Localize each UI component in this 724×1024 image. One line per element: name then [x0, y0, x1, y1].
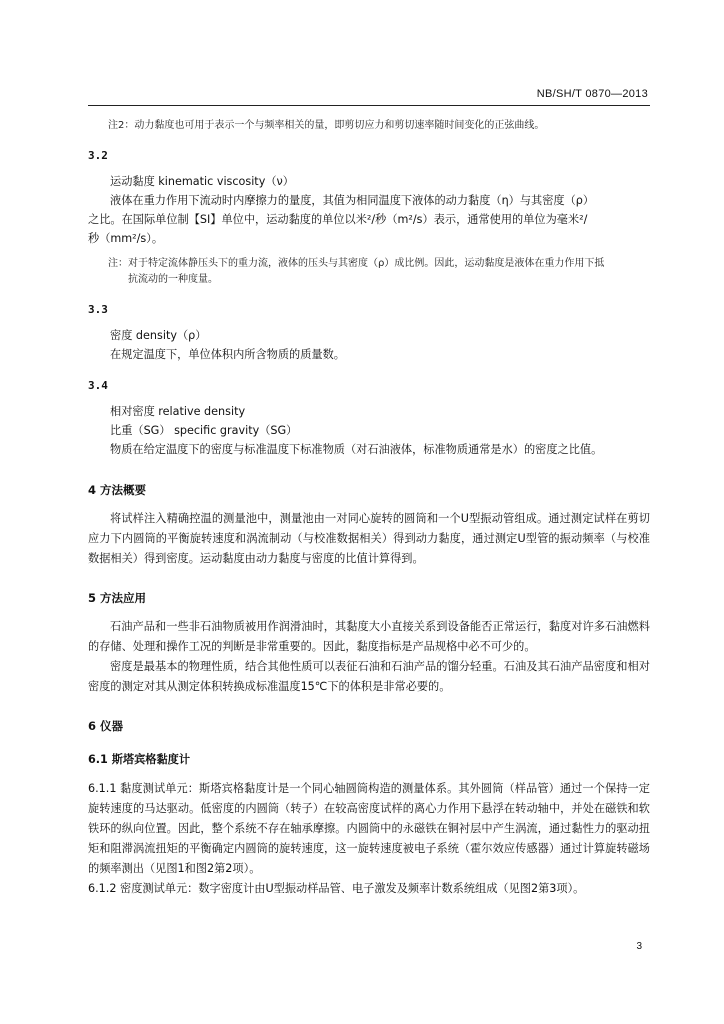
note-kinematic-line2: 抗流动的一种度量。 — [128, 274, 218, 285]
note-2: 注2：动力黏度也可用于表示一个与频率相关的量，即剪切应力和剪切速率随时间变化的正弦曲线。 — [108, 120, 545, 131]
section-4-paragraph: 将试样注入精确控温的测量池中，测量池由一对同心旋转的圆筒和一个U型振动管组成。通过测定试样在剪切应力下内圆筒的平衡旋转速度和涡流制动（与校准数据相关）得到动力黏度，通过测定U型管的振动频率（与校准数据相关）得到密度。运动黏度由动力黏度与密度的比值计算得到。 — [88, 512, 650, 565]
section-4-title: 4 方法概要 — [88, 483, 147, 497]
standard-number-header: NB/SH/T 0870—2013 — [536, 88, 648, 100]
page-number: 3 — [636, 941, 642, 952]
note-kinematic-viscosity — [88, 256, 650, 288]
term-specific-gravity: 比重（SG） specific gravity（SG） — [110, 424, 298, 437]
section-5-paragraph-2: 密度是最基本的物理性质，结合其他性质可以表征石油和石油产品的馏分轻重。石油及其石油产品密度和相对密度的测定对其从测定体积转换成标准温度15℃下的体积是非常必要的。 — [88, 660, 650, 693]
def-kinematic-viscosity-line2: 之比。在国际单位制【SI】单位中，运动黏度的单位以米²/秒（m²/s）表示，通常使用的单位为毫米²/ — [88, 213, 588, 226]
section-5-title: 5 方法应用 — [88, 591, 147, 605]
header-rule — [88, 105, 650, 106]
clause-3-3-number: 3.3 — [88, 303, 108, 316]
clause-6-1-title: 6.1 斯塔宾格黏度计 — [88, 753, 191, 766]
section-5-paragraph-1: 石油产品和一些非石油物质被用作润滑油时，其黏度大小直接关系到设备能否正常运行，黏度对许多石油燃料的存储、处理和操作工况的判断是非常重要的。因此，黏度指标是产品规格中必不可少的。 — [88, 620, 650, 653]
def-kinematic-viscosity-line3: 秒（mm²/s）。 — [88, 232, 164, 245]
clause-6-1-2: 6.1.2 密度测试单元：数字密度计由U型振动样品管、电子激发及频率计数系统组成（见图2第3项）。 — [88, 882, 585, 895]
def-relative-density: 物质在给定温度下的密度与标准温度下标准物质（对石油液体，标准物质通常是水）的密度之比值。 — [110, 443, 603, 456]
term-density: 密度 density（ρ） — [110, 329, 207, 342]
note-kinematic-line1: 注：对于特定流体静压头下的重力流，液体的压头与其密度（ρ）成比例。因此，运动黏度是液体在重力作用下抵 — [108, 258, 605, 269]
def-density: 在规定温度下，单位体积内所含物质的质量数。 — [110, 348, 345, 361]
term-relative-density: 相对密度 relative density — [110, 405, 246, 418]
clause-3-2-number: 3.2 — [88, 149, 108, 162]
def-kinematic-viscosity-line1: 液体在重力作用下流动时内摩擦力的量度，其值为相同温度下液体的动力黏度（η）与其密度（ρ） — [110, 194, 595, 207]
term-kinematic-viscosity: 运动黏度 kinematic viscosity（ν） — [110, 175, 294, 188]
document-body — [88, 118, 650, 899]
clause-6-1-1: 6.1.1 黏度测试单元：斯塔宾格黏度计是一个同心轴圆筒构造的测量体系。其外圆筒（样品管）通过一个保持一定旋转速度的马达驱动。低密度的内圆筒（转子）在较高密度试样的离心力作用下悬浮在转动轴中，并处在磁铁和软铁环的纵向位置。因此，整个系统不存在轴承摩擦。内圆筒中的永磁铁在铜衬层中产生涡流，通过黏性力的驱动扭矩和阻滞涡流扭矩的平衡确定内圆筒的旋转速度，这一旋转速度被电子系统（霍尔效应传感器）通过计算旋转磁场的频率测出（见图1和图2第2项）。 — [88, 782, 650, 875]
section-6-title: 6 仪器 — [88, 719, 124, 733]
clause-3-4-number: 3.4 — [88, 379, 108, 392]
